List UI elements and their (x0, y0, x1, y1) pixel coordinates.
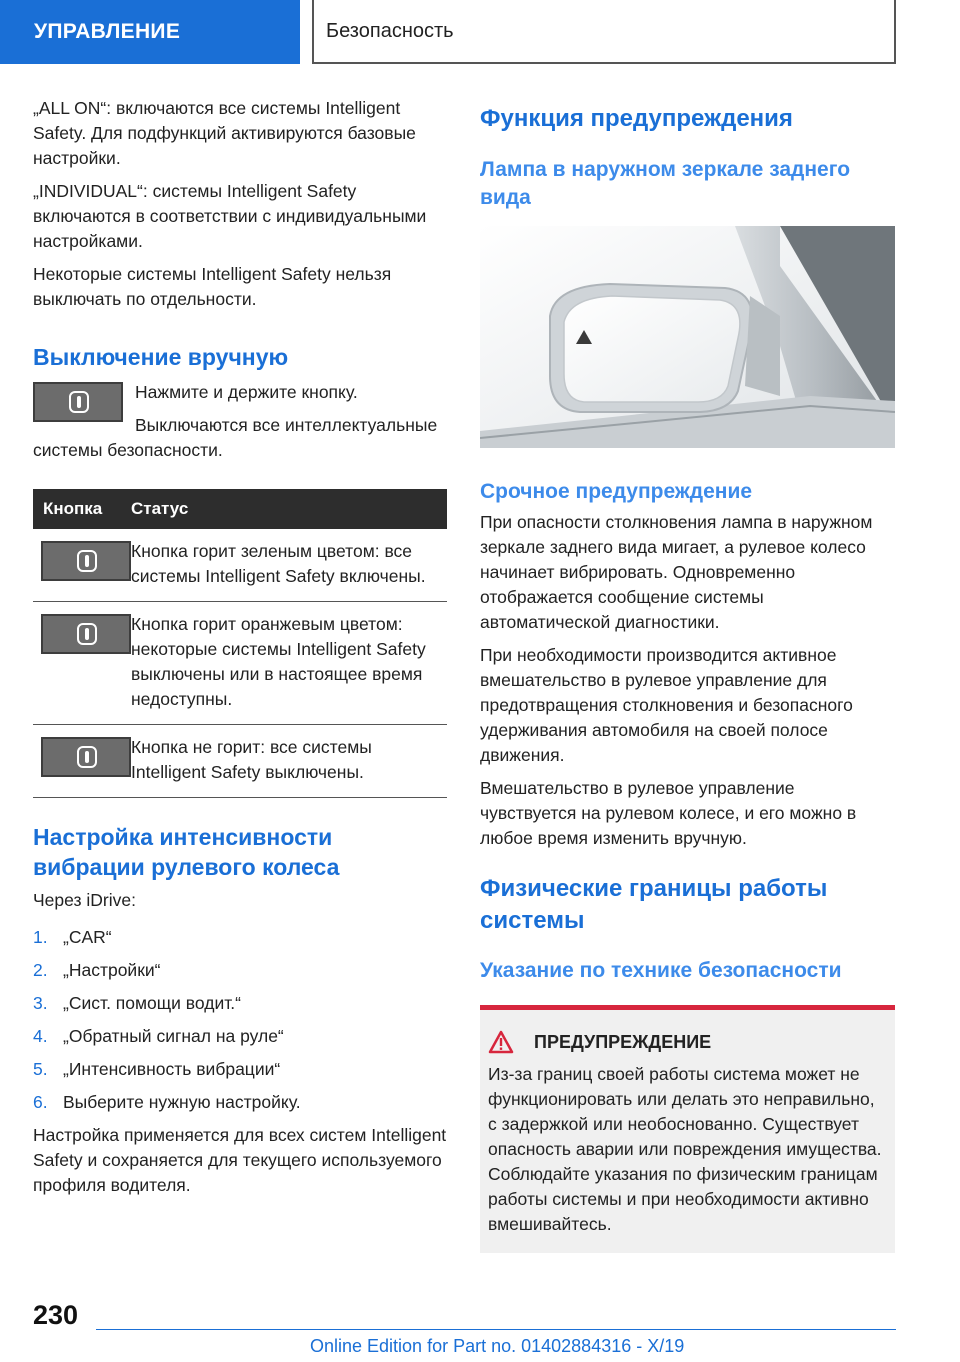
footer-divider (96, 1329, 896, 1330)
heading-urgent-warning: Срочное предупреждение (480, 480, 753, 503)
list-item: 1. „CAR“ (33, 927, 112, 947)
list-item: 2. „Настройки“ (33, 960, 161, 980)
heading-vibration: Настройка интенсивности вибрации рулевого колеса (33, 824, 340, 880)
status-green: Кнопка горит зеленым цветом: все системы Intelligent Safety включены. (131, 529, 447, 602)
status-orange: Кнопка горит оранжевым цветом: некоторые системы Intelligent Safety выключены или в настоящее время недоступны. (131, 602, 447, 725)
button-green-icon (41, 541, 131, 581)
button-off-icon (41, 737, 131, 777)
section-title: УПРАВЛЕНИЕ (34, 20, 181, 43)
intelligent-safety-button-icon (33, 382, 123, 422)
manual-off-line1: Нажмите и держите кнопку. (135, 382, 358, 402)
status-off: Кнопка не горит: все системы Intelligent Safety выключены. (131, 725, 447, 798)
list-item: 5. „Интенсивность вибрации“ (33, 1059, 281, 1079)
table-header-status: Статус (131, 489, 447, 529)
urgent-paragraph-1: При опасности столкновения лампа в наружном зеркале заднего вида мигает, а рулевое колесо начинает вибрировать. Одновременно отображается сообщение системы автоматической диагностики. (480, 512, 873, 632)
right-column (480, 96, 895, 1253)
table-row (33, 602, 447, 725)
closing-paragraph: Настройка применяется для всех систем Intelligent Safety и сохраняется для текущего используемого профиля водителя. (33, 1125, 447, 1195)
paragraph-not-separately: Некоторые системы Intelligent Safety нельзя выключать по отдельности. (33, 264, 392, 309)
side-mirror-image (480, 226, 895, 448)
table-row (33, 725, 447, 798)
table-row (33, 529, 447, 602)
urgent-paragraph-2: При необходимости производится активное вмешательство в рулевое управление для предотвращения столкновения и безопасного удерживания автомобиля на своей полосе движения. (480, 645, 853, 765)
manual-off-block (33, 380, 447, 463)
heading-manual-off: Выключение вручную (33, 344, 289, 370)
via-idrive: Через iDrive: (33, 890, 136, 910)
paragraph-individual: „INDIVIDUAL“: системы Intelligent Safety включаются в соответствии с индивидуальными настройками. (33, 181, 427, 251)
warning-title-row (488, 1030, 883, 1054)
chapter-tab (312, 0, 896, 64)
button-orange-icon (41, 614, 131, 654)
list-item: 4. „Обратный сигнал на руле“ (33, 1026, 284, 1046)
manual-off-line2: Выключаются все интеллектуальные системы безопасности. (33, 415, 438, 460)
section-tab (0, 0, 300, 64)
heading-warning-function: Функция предупреждения (480, 105, 793, 132)
heading-physical-limits: Физические границы работы системы (480, 875, 828, 934)
heading-safety-note: Указание по технике безопасности (480, 959, 842, 982)
warning-text: Из-за границ своей работы система может не функционировать или делать это неправильно, с задержкой или необоснованно. Существует опасность аварии или повреждения имущества. Соблюдайте указания по физическим границам работы системы и при необходимости активно вмешивайтесь. (488, 1064, 882, 1234)
left-column (33, 96, 447, 1206)
paragraph-all-on: „ALL ON“: включаются все системы Intelligent Safety. Для подфункций активируются базовые настройки. (33, 98, 416, 168)
urgent-paragraph-3: Вмешательство в рулевое управление чувствуется на рулевом колесе, и его можно в любое время изменить вручную. (480, 778, 857, 848)
heading-mirror-lamp: Лампа в наружном зеркале заднего вида (480, 158, 851, 209)
table-header-button: Кнопка (33, 489, 131, 529)
warning-triangle-icon (488, 1030, 514, 1054)
status-table (33, 489, 447, 798)
warning-title: ПРЕДУПРЕЖДЕНИЕ (534, 1031, 712, 1052)
warning-box (480, 1005, 895, 1253)
footer-edition: Online Edition for Part no. 01402884316 - X/19 (310, 1336, 685, 1356)
chapter-title: Безопасность (326, 19, 454, 42)
list-item: 3. „Сист. помощи водит.“ (33, 993, 241, 1013)
page-number: 230 (33, 1300, 79, 1330)
list-item: 6. Выберите нужную настройку. (33, 1092, 301, 1112)
mirror-illustration (480, 226, 895, 448)
steps-list (33, 925, 447, 1115)
